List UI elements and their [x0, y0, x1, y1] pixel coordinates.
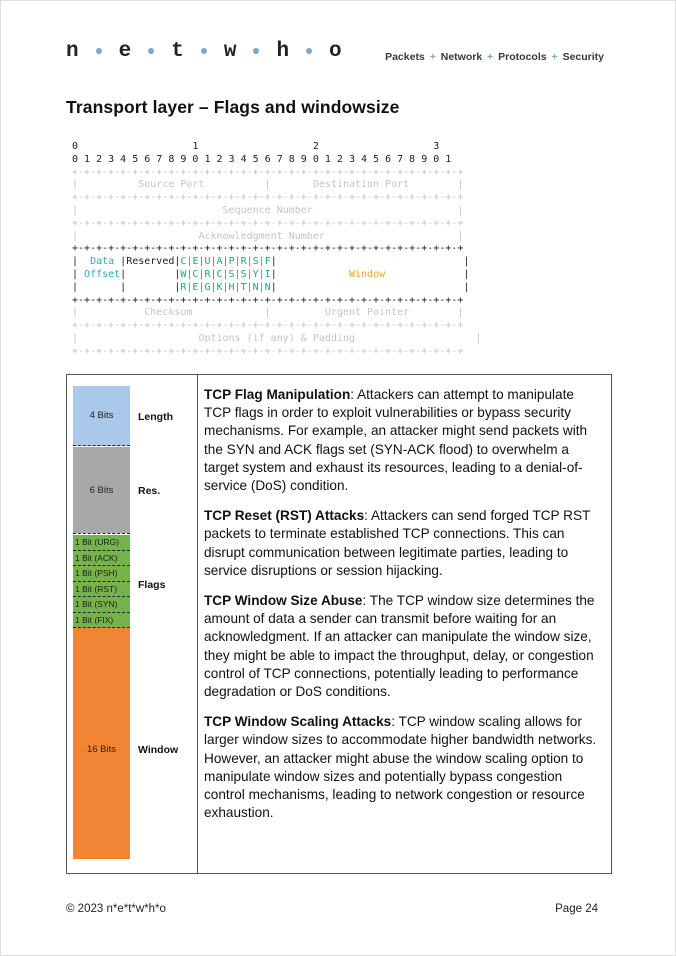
logo-letter: w: [223, 39, 237, 63]
description-title: TCP Window Scaling Attacks: [204, 714, 392, 730]
reserved-label: Res.: [138, 485, 161, 497]
logo-letter: o: [329, 39, 342, 63]
logo-letter: t: [171, 39, 184, 63]
logo-dot: [253, 48, 259, 54]
tagline-item: Security: [562, 51, 604, 63]
tagline-item: Network: [440, 51, 483, 63]
header-tagline: [385, 51, 604, 63]
acknowledgment-number-field: Acknowledgment Number: [198, 230, 325, 242]
urgent-pointer-field: Urgent Pointer: [324, 307, 410, 319]
description-paragraph: [204, 507, 600, 580]
flags-label: Flags: [138, 579, 166, 591]
flag-bit-psh: 1 Bit (PSH): [73, 566, 130, 582]
logo-dot: [148, 48, 154, 54]
flag-row-3: R|E|G|K|H|T|N|N: [180, 281, 271, 293]
plus-icon: +: [484, 51, 497, 63]
bar-divider: [73, 533, 130, 534]
flag-bit-rst: 1 Bit (RST): [73, 582, 130, 598]
description-text: : TCP window scaling allows for larger window sizes to accommodate higher bandwidth networks. However, an attacker might abuse the window scaling option to manipulate window sizes and potentially bypass congestion control mechanisms, leading to network congestion or resource exhaustion.: [204, 714, 597, 821]
description-paragraph: [204, 386, 600, 495]
window-field: Window: [348, 268, 386, 280]
flag-bit-ack: 1 Bit (ACK): [73, 551, 130, 567]
logo-dot: [201, 48, 207, 54]
flag-row-1: C|E|U|A|P|R|S|F: [180, 256, 271, 268]
data-offset-field: Offset: [84, 268, 121, 280]
sequence-number-field: Sequence Number: [222, 204, 313, 216]
length-bits-label: 4 Bits: [89, 410, 114, 421]
window-bits-label: 16 Bits: [86, 744, 117, 755]
data-offset-field: Data: [90, 256, 115, 268]
checksum-field: Checksum: [144, 307, 193, 319]
flag-bit-syn: 1 Bit (SYN): [73, 597, 130, 613]
netwho-logo: [66, 38, 342, 64]
flag-bit-fix: 1 Bit (FIX): [73, 613, 130, 629]
logo-dot: [96, 48, 102, 54]
logo-letter: n: [66, 39, 79, 63]
logo-letter: e: [118, 39, 132, 63]
flag-row-2: W|C|R|C|S|S|Y|I: [180, 268, 271, 280]
description-title: TCP Reset (RST) Attacks: [204, 508, 365, 524]
description-paragraph: [204, 713, 600, 822]
description-text: : The TCP window size determines the amount of data a sender can transmit before waiting for an acknowledgment. If an attacker can manipulate the window size, they might be able to impact the throughput, delay, or congestion control of TCP connections, potentially leading to performance degradation or DoS conditions.: [204, 593, 595, 700]
page-title: Transport layer – Flags and windowsize: [66, 97, 400, 117]
footer-copyright: © 2023 n*e*t*w*h*o: [66, 903, 166, 915]
window-bar: [73, 628, 130, 859]
bit-ruler-tens: 0 1 2 3: [72, 141, 440, 152]
description-text: : Attackers can send forged TCP RST packets to terminate established TCP connections. This can disrupt communication between legitimate parties, leading to service disruptions or session hijacking.: [204, 508, 591, 578]
length-bar: [73, 386, 130, 446]
reserved-bits-label: 6 Bits: [89, 485, 114, 496]
footer-page-number: Page 24: [555, 903, 598, 915]
description-title: TCP Window Size Abuse: [204, 593, 363, 609]
length-label: Length: [138, 411, 173, 423]
plus-icon: +: [548, 51, 561, 63]
flag-bit-urg: 1 Bit (URG): [73, 535, 130, 551]
tagline-item: Protocols: [498, 51, 547, 63]
logo-dot: [306, 48, 312, 54]
bit-ruler-units: 0 1 2 3 4 5 6 7 8 9 0 1 2 3 4 5 6 7 8 9 0 1 2 3 4 5 6 7 8 9 0 1: [72, 153, 452, 165]
description-paragraph: [204, 592, 600, 701]
reserved-field: Reserved: [126, 256, 175, 268]
window-label: Window: [138, 744, 179, 756]
source-port-field: Source Port: [138, 179, 205, 191]
options-field: Options (if any) & Padding: [198, 332, 355, 344]
flags-table: [66, 374, 612, 874]
description-text: : Attackers can attempt to manipulate TCP flags in order to exploit vulnerabilities or bypass security mechanisms. For example, an attacker might send packets with the SYN and ACK flags set (SYN-ACK flood) to overwhelm a target system and exhaust its resources, leading to a denial-of-service (DoS) condition.: [204, 387, 588, 494]
column-divider: [197, 375, 198, 873]
bar-divider: [73, 445, 130, 446]
attack-descriptions: [204, 386, 600, 834]
description-title: TCP Flag Manipulation: [204, 387, 351, 402]
tagline-item: Packets: [385, 51, 425, 63]
logo-letter: h: [276, 39, 290, 63]
destination-port-field: Destination Port: [312, 179, 410, 191]
plus-icon: +: [426, 51, 439, 63]
tcp-header-diagram: 0 1 2 3 0 1 2 3 4 5 6 7 8 9 0 1 2 3 4 5 6 7 8 9 0 1 2 3 4 5 6 7 8 9 0 1 +-+-+-+-+-+-+-+-+-+-+-+-+-+-+-+-+-+-+-+-+-+-+-+-+-+-+-+-+-+-+-+-+ | Source Port | Destination Port | +-+-+-+-+-+-+-+-+-+-+-+-+-+-+-+-+-+-+-+-+-+-+-+-+-+-+-+-+-+-+-+-+ | Sequence Number | +-+-+-+-+-+-+-+-+-+-+-+-+-+-+-+-+-+-+-+-+-+-+-+-+-+-+-+-+-+-+-+-+ | Acknowledgment Number | +-+-+-+-+-+-+-+-+-+-+-+-+-+-+-+-+-+-+-+-+-+-+-+-+-+-+-+-+-+-+-+-+ | Data |Reserved|C|E|U|A|P|R|S|F| | | Offset| |W|C|R|C|S|S|Y|I| Window | | | |R|E|G|K|H|T|N|N| | +-+-+-+-+-+-+-+-+-+-+-+-+-+-+-+-+-+-+-+-+-+-+-+-+-+-+-+-+-+-+-+-+ | Checksum | Urgent Pointer | +-+-+-+-+-+-+-+-+-+-+-+-+-+-+-+-+-+-+-+-+-+-+-+-+-+-+-+-+-+-+-+-+ | Options (if any) & Padding | +-+-+-+-+-+-+-+-+-+-+-+-+-+-+-+-+-+-+-+-+-+-+-+-+-+-+-+-+-+-+-+-+: [72, 141, 482, 357]
reserved-bar: [73, 447, 130, 533]
